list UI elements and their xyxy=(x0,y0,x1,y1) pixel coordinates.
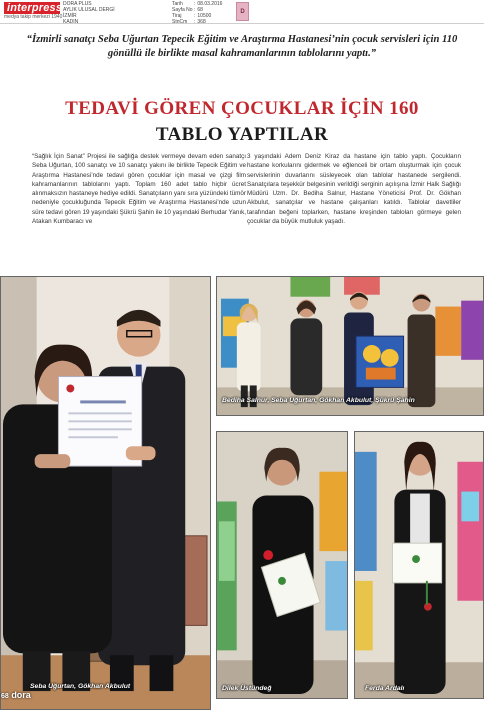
meta-value: 68 xyxy=(197,7,203,13)
meta-value: 08.03.2016 xyxy=(197,1,223,7)
magazine-name: dora xyxy=(11,690,31,700)
category-badge: D xyxy=(236,2,249,21)
meta-key: Sayfa No xyxy=(172,7,193,13)
article-pull-quote: “İzmirli sanatçı Seba Uğurtan Tepecik Eğitim ve Araştırma Hastanesi’nin çocuk servisleri için 110 gönüllü ile birlikte masal kahramanlarının tablolarını yaptı.” xyxy=(26,34,458,59)
clipping-header xyxy=(0,0,484,24)
meta-row: StnCm : 368 xyxy=(172,19,206,25)
photo1-caption: Seba Uğurtan, Gökhan Akbulut xyxy=(30,683,131,690)
article-title-line2: TABLO YAPTILAR xyxy=(155,124,329,145)
meta-row: Tarih : 08.03.2016 xyxy=(172,1,223,7)
photo-woman2-illustration xyxy=(355,432,483,698)
photo3-caption: Dilek Üstündeğ xyxy=(222,685,272,692)
photo-certificate-illustration xyxy=(1,277,210,709)
photo-woman1-illustration xyxy=(217,432,347,698)
photo4-caption: Ferda Ardalı xyxy=(365,685,405,692)
logo-tagline: medya takip merkezi 1940 xyxy=(4,14,63,20)
meta-value: 368 xyxy=(197,19,206,25)
page-footer xyxy=(1,690,31,700)
article-column-left: “Sağlık İçin Sanat” Projesi ile sağlığa destek vermeye devam eden sanatçı Seba Uğurtan, 100 sanatçı ve 10 sanatçı yakını ile birlikte Tepecik Eğitim ve Araştırma Hastanesi’nde tedavi gören çocuklar için masal ve çizgi film kahramanlarının tablolarını yaptı. Toplam 160 adet tablo hiçbir ücret alınmaksızın hastaneye hediye edildi. Sanatçıların yanı sıra yüzündeki tümör nedeniyle çocukluğunda Tepecik Eğitim ve Araştırma Hastanesi’nde uzun süre tedavi gören 19 yaşındaki Şükrü Şahin ile 10 yaşındaki Berhudar Yanık, Atakan Kumbaracı ve xyxy=(32,153,246,226)
publication-line: KADIN xyxy=(63,19,79,25)
page-number: 68 xyxy=(1,693,9,700)
meta-value: 10500 xyxy=(197,13,212,19)
article-column-right: 3 yaşındaki Adem Deniz Kiraz da hastane için tablo yaptı. Çocukların hastane korkularını gidermek ve eğlenceli bir ortam oluşturmak için çocuk servislerinin duvarlarını süsleyecek olan tablolar hastanede sergilendi. Sanatçılara teşekkür belgesinin verildiği serginin açılışına İzmir Halk Sağlığı Müdürü Uzm. Dr. Bediha Salnur, Hastane Yöneticisi Prof. Dr. Gökhan Akbulut, sanatçılar ve hastane çalışanları katıldı. Tablolar davetliler tarafından beğeni toplarken, hastane kreşinden tabloları görmeye gelen çocuklar da büyük mutluluk yaşadı. xyxy=(247,153,461,226)
photo-group-with-paintings xyxy=(216,276,484,416)
clipping-meta xyxy=(172,1,222,25)
photo-woman-certificate-2 xyxy=(354,431,484,699)
photo-group-illustration xyxy=(217,277,483,415)
publication-line: DORA PLUS xyxy=(63,1,92,7)
interpress-logo xyxy=(4,2,63,21)
photo-certificate-presentation xyxy=(0,276,211,710)
publication-line: AYLIK ULUSAL DERGİ xyxy=(63,7,115,13)
meta-row: Tiraj : 10500 xyxy=(172,13,212,19)
article-title-line1: TEDAVİ GÖREN ÇOCUKLAR İÇİN 160 xyxy=(65,98,419,119)
photo2-caption: Bediha Salnur, Seba Uğurtan, Gökhan Akbulut, Şükrü Şahin xyxy=(222,397,415,404)
meta-key: StnCm xyxy=(172,19,188,25)
meta-key: Tiraj xyxy=(172,13,182,19)
logo-wordmark: interpress xyxy=(4,2,60,14)
publication-info xyxy=(63,1,115,25)
photo-woman-certificate-1 xyxy=(216,431,348,699)
publication-line: İZMİR xyxy=(63,13,77,19)
meta-row: Sayfa No : 68 xyxy=(172,7,203,13)
meta-key: Tarih xyxy=(172,1,183,7)
